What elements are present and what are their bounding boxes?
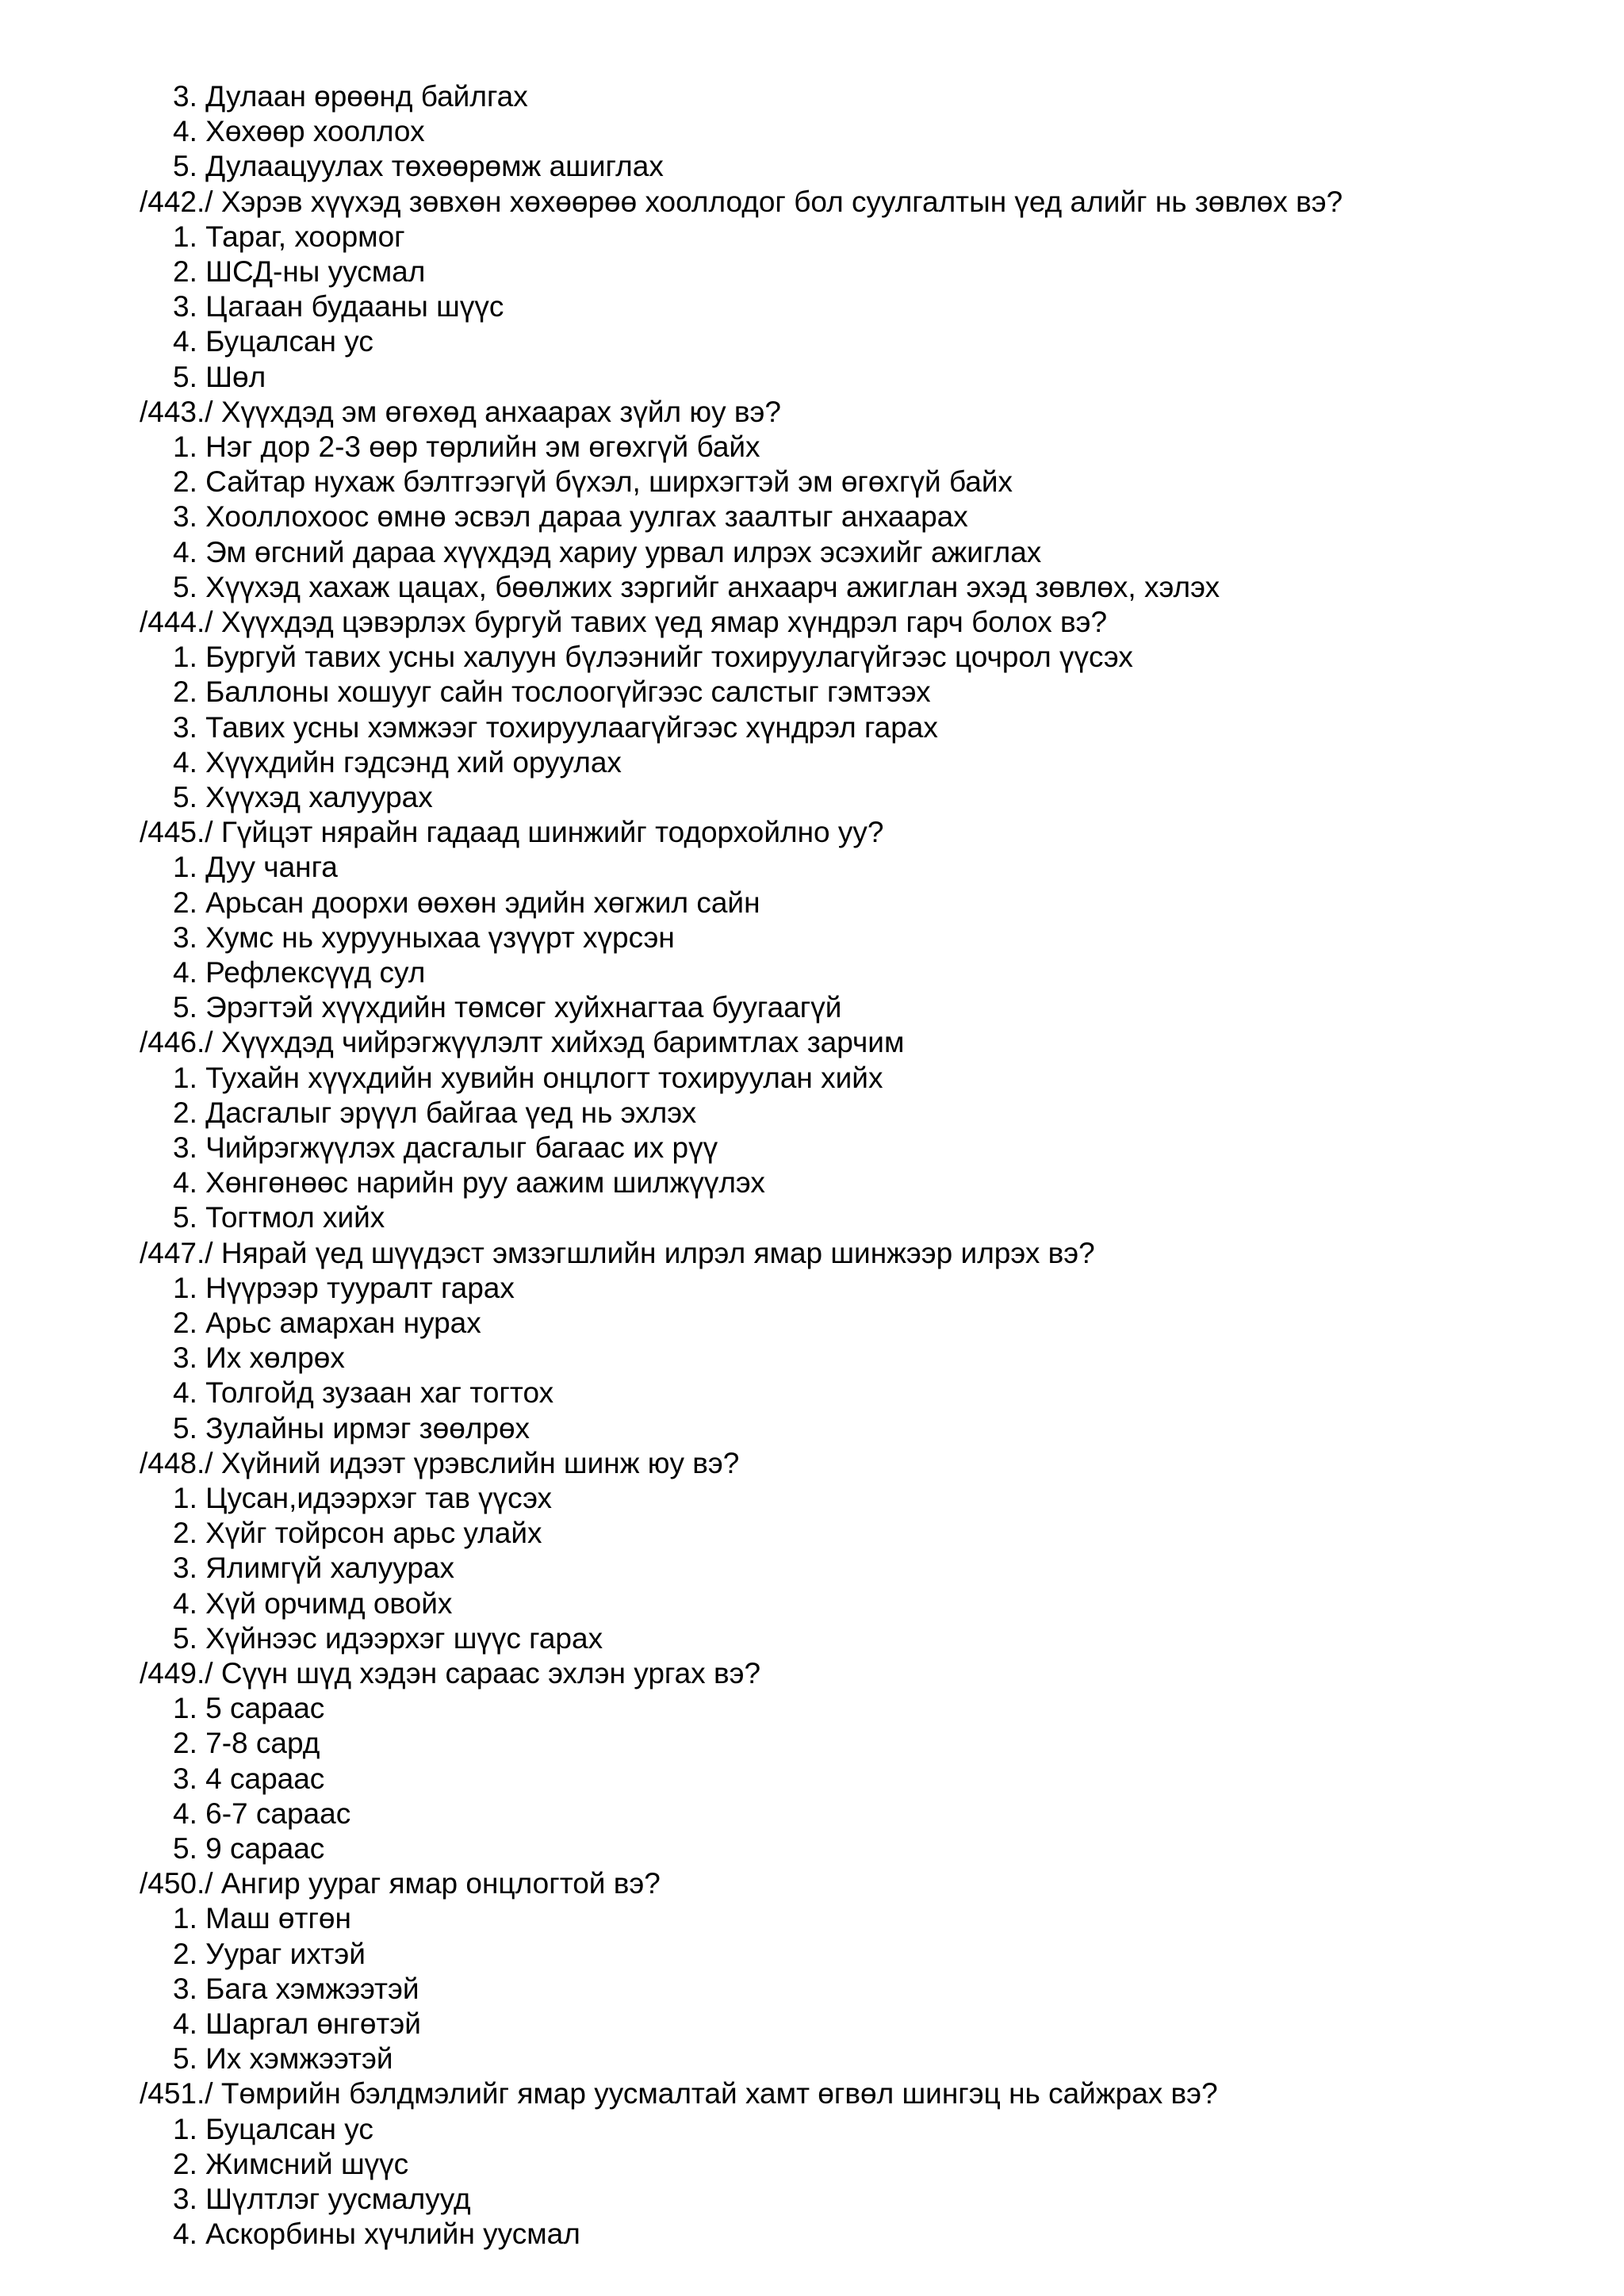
answer-option: 4. Хүүхдийн гэдсэнд хий оруулах	[173, 746, 622, 779]
question-line: /448./ Хүйний идээт үрэвслийн шинж юу вэ?	[140, 1447, 740, 1479]
answer-option: 1. Тараг, хоормог	[173, 220, 405, 253]
answer-option: 5. Их хэмжээтэй	[173, 2042, 393, 2075]
question-line: /445./ Гүйцэт нярайн гадаад шинжийг тодорхойлно уу?	[140, 816, 884, 848]
answer-option: 1. Буцалсан ус	[173, 2113, 373, 2145]
answer-option: 5. 9 сараас	[173, 1832, 325, 1865]
answer-option: 3. Шүлтлэг уусмалууд	[173, 2183, 471, 2215]
answer-option: 3. Ялимгүй халуурах	[173, 1552, 454, 1584]
answer-option: 2. Хүйг тойрсон арьс улайх	[173, 1517, 542, 1549]
answer-option: 4. Хөхөөр хооллох	[173, 115, 425, 147]
answer-option: 1. Бургуй тавих усны халуун бүлээнийг тохируулагүйгээс цочрол үүсэх	[173, 641, 1133, 673]
answer-option: 5. Зулайны ирмэг зөөлрөх	[173, 1412, 530, 1445]
answer-option: 2. 7-8 сард	[173, 1727, 320, 1759]
question-line: /444./ Хүүхдэд цэвэрлэх бургуй тавих үед ямар хүндрэл гарч болох вэ?	[140, 606, 1108, 638]
answer-option: 4. Толгойд зузаан хаг тогтох	[173, 1376, 554, 1409]
answer-option: 4. Шаргал өнгөтэй	[173, 2007, 421, 2040]
question-line: /442./ Хэрэв хүүхэд зөвхөн хөхөөрөө хооллодог бол суулгалтын үед алийг нь зөвлөх вэ?	[140, 186, 1343, 218]
answer-option: 1. 5 сараас	[173, 1692, 325, 1724]
answer-option: 3. Хооллохоос өмнө эсвэл дараа уулгах заалтыг анхаарах	[173, 500, 968, 533]
answer-option: 1. Нэг дор 2-3 өөр төрлийн эм өгөхгүй байх	[173, 430, 760, 463]
answer-option: 3. Тавих усны хэмжээг тохируулаагүйгээс хүндрэл гарах	[173, 711, 938, 744]
answer-option: 4. Буцалсан ус	[173, 325, 373, 358]
answer-option: 5. Хүйнээс идээрхэг шүүс гарах	[173, 1622, 603, 1655]
question-line: /447./ Нярай үед шүүдэст эмзэгшлийн илрэл ямар шинжээр илрэх вэ?	[140, 1237, 1095, 1269]
answer-option: 1. Тухайн хүүхдийн хувийн онцлогт тохируулан хийх	[173, 1062, 883, 1094]
answer-option: 3. 4 сараас	[173, 1762, 325, 1795]
answer-option: 5. Тогтмол хийх	[173, 1201, 385, 1234]
answer-option: 2. Арьсан доорхи өөхөн эдийн хөгжил сайн	[173, 886, 760, 919]
answer-option: 3. Чийрэгжүүлэх дасгалыг багаас их рүү	[173, 1131, 718, 1164]
answer-option: 1. Дуу чанга	[173, 851, 338, 883]
answer-option: 4. Рефлексүүд сул	[173, 956, 426, 989]
answer-option: 2. Жимсний шүүс	[173, 2148, 409, 2180]
answer-option: 5. Эрэгтэй хүүхдийн төмсөг хуйхнагтаа буугаагүй	[173, 991, 842, 1024]
question-line: /443./ Хүүхдэд эм өгөхөд анхаарах зүйл юу вэ?	[140, 396, 781, 428]
answer-option: 4. Хүй орчимд овойх	[173, 1587, 453, 1620]
answer-option: 5. Дулаацуулах төхөөрөмж ашиглах	[173, 150, 664, 182]
answer-option: 5. Хүүхэд халуурах	[173, 781, 433, 813]
answer-option: 5. Шөл	[173, 361, 266, 393]
answer-option: 1. Маш өтгөн	[173, 1902, 351, 1934]
answer-option: 3. Хумс нь хурууныхаа үзүүрт хүрсэн	[173, 921, 675, 954]
question-line: /450./ Ангир уураг ямар онцлогтой вэ?	[140, 1867, 661, 1900]
answer-option: 4. Аскорбины хүчлийн уусмал	[173, 2218, 580, 2250]
answer-option: 4. Эм өгсний дараа хүүхдэд хариу урвал илрэх эсэхийг ажиглах	[173, 536, 1042, 568]
answer-option: 4. 6-7 сараас	[173, 1797, 351, 1830]
answer-option: 3. Цагаан будааны шүүс	[173, 290, 504, 323]
answer-option: 1. Нүүрээр тууралт гарах	[173, 1272, 515, 1304]
answer-option: 2. Сайтар нухаж бэлтгээгүй бүхэл, ширхэгтэй эм өгөхгүй байх	[173, 465, 1013, 498]
question-line: /451./ Төмрийн бэлдмэлийг ямар уусмалтай хамт өгвөл шингэц нь сайжрах вэ?	[140, 2077, 1218, 2110]
answer-option: 2. Арьс амархан нурах	[173, 1307, 481, 1339]
answer-option: 2. Баллоны хошууг сайн тослоогүйгээс салстыг гэмтээх	[173, 675, 931, 708]
answer-option: 5. Хүүхэд хахаж цацах, бөөлжих зэргийг анхаарч ажиглан эхэд зөвлөх, хэлэх	[173, 571, 1220, 603]
answer-option: 3. Их хөлрөх	[173, 1341, 345, 1374]
answer-option: 4. Хөнгөнөөс нарийн руу аажим шилжүүлэх	[173, 1166, 765, 1199]
answer-option: 2. Дасгалыг эрүүл байгаа үед нь эхлэх	[173, 1096, 697, 1129]
answer-option: 3. Бага хэмжээтэй	[173, 1973, 419, 2005]
answer-option: 2. ШСД-ны уусмал	[173, 255, 426, 288]
answer-option: 2. Уураг ихтэй	[173, 1938, 366, 1970]
question-line: /446./ Хүүхдэд чийрэгжүүлэлт хийхэд баримтлах зарчим	[140, 1026, 905, 1058]
question-line: /449./ Сүүн шүд хэдэн сараас эхлэн ургах вэ?	[140, 1657, 761, 1689]
answer-option: 1. Цусан,идээрхэг тав үүсэх	[173, 1482, 553, 1514]
answer-option: 3. Дулаан өрөөнд байлгах	[173, 80, 528, 113]
